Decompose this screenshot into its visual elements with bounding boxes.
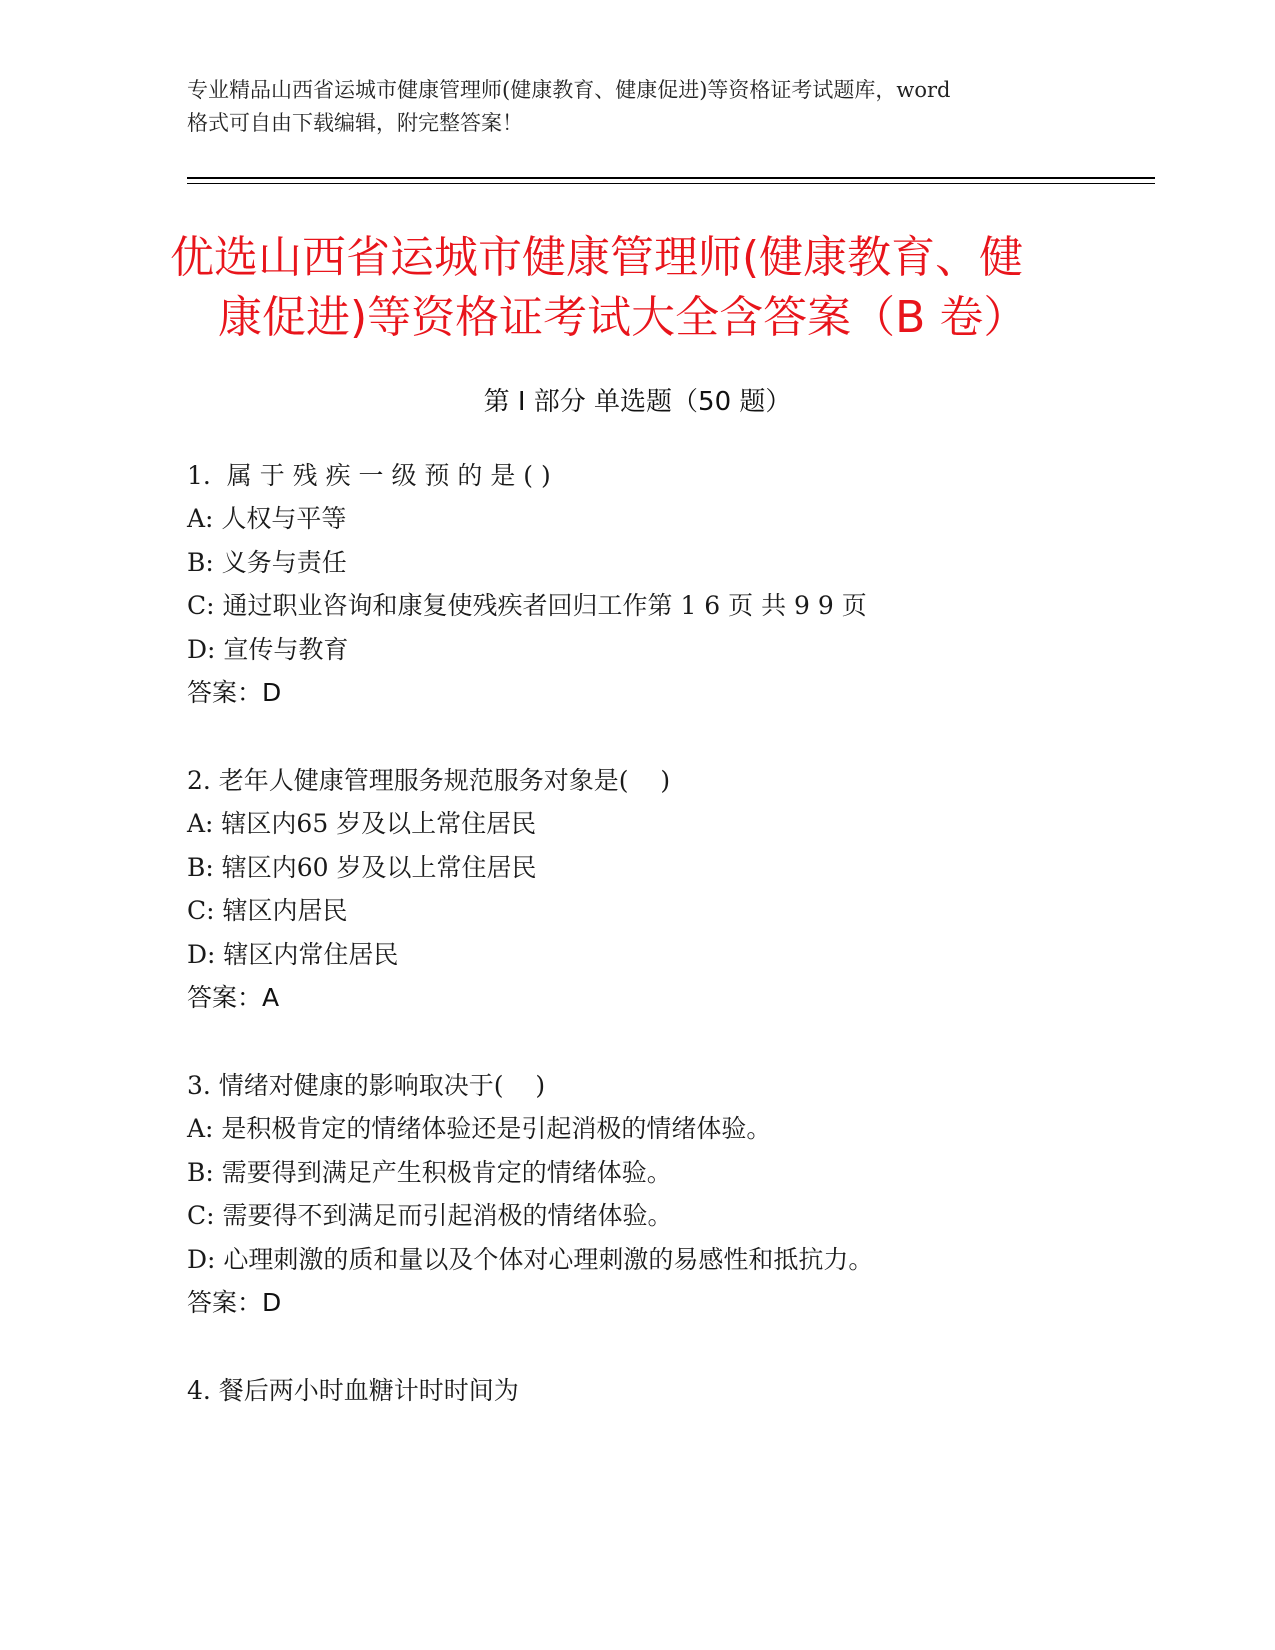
header-note: [187, 74, 1087, 140]
question-3-option-c: C: 需要得不到满足而引起消极的情绪体验。: [187, 1201, 673, 1230]
question-3-option-b: B: 需要得到满足产生积极肯定的情绪体验。: [187, 1158, 672, 1187]
question-2-option-d: D: 辖区内常住居民: [187, 940, 399, 969]
question-3-answer: 答案：D: [187, 1288, 282, 1317]
question-2-option-a: A: 辖区内65 岁及以上常住居民: [187, 809, 537, 838]
question-3-stem: 3. 情绪对健康的影响取决于( ): [187, 1071, 546, 1100]
question-4-stem: 4. 餐后两小时血糖计时时间为: [187, 1376, 519, 1405]
header-note-line-1: 专业精品山西省运城市健康管理师(健康教育、健康促进)等资格证考试题库，word: [187, 78, 951, 102]
question-3-option-d: D: 心理刺激的质和量以及个体对心理刺激的易感性和抵抗力。: [187, 1245, 874, 1274]
question-2-stem: 2. 老年人健康管理服务规范服务对象是( ): [187, 766, 671, 795]
question-1-answer: 答案：D: [187, 678, 282, 707]
question-2-option-c: C: 辖区内居民: [187, 896, 348, 925]
question-2-option-b: B: 辖区内60 岁及以上常住居民: [187, 853, 537, 882]
question-3-option-a: A: 是积极肯定的情绪体验还是引起消极的情绪体验。: [187, 1114, 772, 1143]
question-1-stem: 1. 属 于 残 疾 一 级 预 的 是 ( ): [187, 461, 551, 490]
section-heading: 第 I 部分 单选题（50 题）: [483, 387, 792, 417]
question-1-option-b: B: 义务与责任: [187, 548, 347, 577]
header-divider-thin: [187, 183, 1155, 184]
question-2-answer: 答案：A: [187, 983, 280, 1012]
document-title: [170, 228, 1110, 348]
document-title-line-2: 康促进)等资格证考试大全含答案（B 卷）: [218, 292, 1028, 343]
question-1-option-a: A: 人权与平等: [187, 504, 347, 533]
header-divider-thick: [187, 177, 1155, 179]
question-1-option-c: C: 通过职业咨询和康复使残疾者回归工作第 1 6 页 共 9 9 页: [187, 591, 867, 620]
question-1-option-d: D: 宣传与教育: [187, 635, 349, 664]
document-title-line-1: 优选山西省运城市健康管理师(健康教育、健: [170, 232, 1024, 283]
header-note-line-2: 格式可自由下载编辑，附完整答案！: [187, 111, 523, 135]
